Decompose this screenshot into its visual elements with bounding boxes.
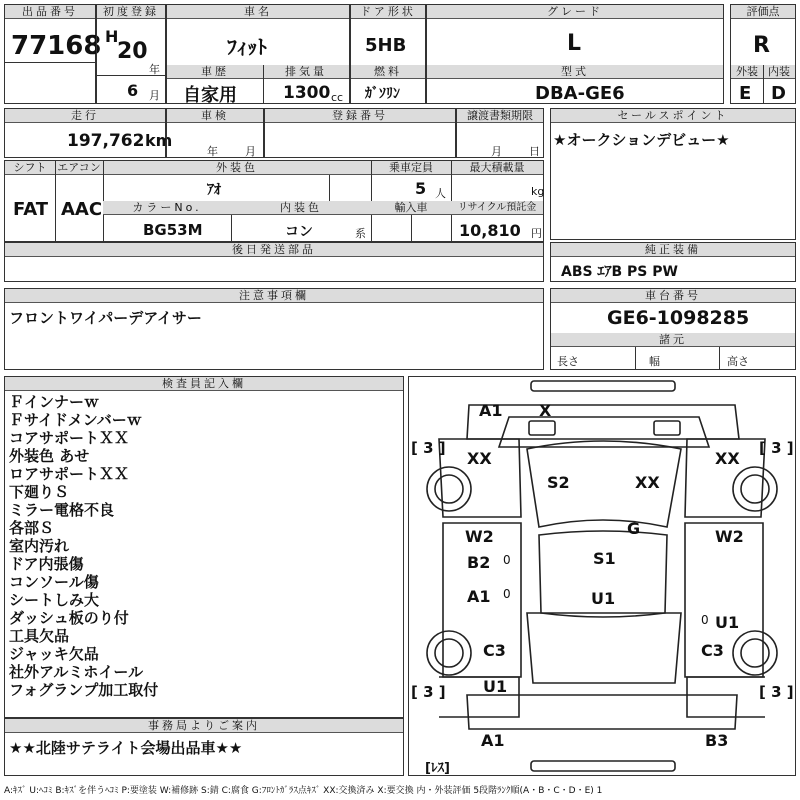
transfer-box [456, 108, 544, 158]
int-color: コン [285, 224, 313, 240]
damage-mark: XX [635, 473, 660, 492]
transfer-day: 日 [529, 145, 540, 158]
bracket-label: [ 3 ] [759, 683, 794, 701]
damage-mark: S2 [547, 473, 570, 492]
inspector-note: 室内汚れ [9, 537, 70, 555]
displacement-label: 排気量 [263, 65, 349, 79]
inspection-box [166, 108, 264, 158]
ext-label: 外装 [731, 65, 763, 79]
recycle-label: リサイクル預託金 [451, 201, 543, 215]
later-parts-box [4, 242, 544, 282]
inspector-note: 社外アルミホイール [9, 663, 144, 681]
capacity-label: 乗車定員 [371, 161, 451, 175]
inspector-note: コンソール傷 [9, 573, 99, 591]
door-box [350, 4, 426, 104]
model: DBA-GE6 [535, 83, 625, 104]
score: R [753, 33, 770, 58]
damage-mark: S1 [593, 549, 616, 568]
year-unit: 年 [149, 63, 160, 76]
damage-mark: A1 [481, 731, 505, 750]
inspector-note: Ｆサイドメンバーｗ [9, 411, 142, 429]
first-reg-label: 初度登録 [97, 5, 165, 19]
damage-mark: B3 [705, 731, 729, 750]
recycle: 10,810 [459, 221, 521, 240]
mileage: 197,762 [67, 131, 145, 151]
capacity: 5 [415, 179, 427, 198]
spec-label: 諸元 [551, 333, 795, 347]
damage-mark: C3 [701, 641, 724, 660]
inspector-note: ダッシュ板のり付 [9, 609, 129, 627]
int-color-unit: 系 [355, 227, 366, 240]
car-outline [409, 377, 795, 775]
height-label: 高さ [727, 355, 749, 368]
door-label: ドア形状 [351, 5, 425, 19]
color-no-label: カラーNo. [103, 201, 231, 215]
lot-number: 77168 [11, 31, 102, 61]
model-label: 型式 [427, 65, 723, 79]
mileage-label: 走行 [5, 109, 165, 123]
lot-label: 出品番号 [5, 5, 95, 19]
era: H [105, 27, 119, 46]
inspector-note: 工具欠品 [9, 627, 70, 645]
int-label: 内装 [763, 65, 795, 79]
damage-mark: W2 [715, 527, 744, 546]
grade-label: グレード [427, 5, 723, 19]
shift: FAT [13, 199, 49, 220]
damage-mark: W2 [465, 527, 494, 546]
year: 20 [117, 39, 148, 64]
office-note: ★★北陸サテライト会場出品車★★ [9, 739, 243, 757]
transfer-label: 譲渡書類期限 [457, 109, 543, 123]
less-label: [ﾚｽ] [425, 761, 450, 776]
car-name: ﾌｨｯﾄ [227, 35, 267, 59]
inspector-note: 下廻りＳ [9, 483, 70, 501]
int-color-label: 内装色 [231, 201, 371, 215]
equipment-label: 純正装備 [551, 243, 795, 257]
score-label: 評価点 [731, 5, 795, 19]
load-unit: kg [531, 185, 545, 198]
spec-grid-box [4, 160, 544, 242]
fuel: ｶﾞｿﾘﾝ [365, 86, 400, 102]
equipment-box [550, 242, 796, 282]
mileage-unit: km [145, 131, 173, 150]
lot-box [4, 4, 102, 104]
damage-mark: U1 [483, 677, 508, 696]
inspector-label: 検査員記入欄 [5, 377, 403, 391]
damage-mark: U1 [591, 589, 616, 608]
inspector-note: 各部Ｓ [9, 519, 55, 537]
bracket-label: [ 3 ] [411, 683, 446, 701]
damage-mark: G [627, 519, 641, 538]
sales-label: セールスポイント [551, 109, 795, 123]
inspector-box [4, 376, 404, 718]
inspector-note: ミラー電格不良 [9, 501, 115, 519]
inspector-note: フォグランプ加工取付 [9, 681, 159, 699]
ext-score: E [739, 83, 752, 104]
caution-box [4, 288, 544, 370]
ac: AAC [61, 199, 103, 220]
inspector-note: シートしみ大 [9, 591, 100, 609]
mileage-box [4, 108, 173, 158]
reg-no-label: 登録番号 [265, 109, 455, 123]
bracket-label: [ 3 ] [759, 439, 794, 457]
inspector-note: コアサポートＸＸ [9, 429, 130, 447]
chassis-box [550, 288, 796, 370]
first-reg-box [96, 4, 166, 104]
zero-mark: 0 [701, 613, 709, 627]
inspection-year: 年 [207, 145, 218, 158]
load-label: 最大積載量 [451, 161, 543, 175]
recycle-unit: 円 [531, 227, 542, 240]
month-unit: 月 [149, 89, 160, 102]
chassis-number: GE6-1098285 [607, 307, 750, 329]
damage-mark: X [539, 401, 552, 420]
transfer-month: 月 [491, 145, 502, 158]
inspector-note: ドア内張傷 [9, 555, 84, 573]
inspector-note: Ｆインナーｗ [9, 393, 100, 411]
later-parts-label: 後日発送部品 [5, 243, 543, 257]
month: 6 [127, 81, 139, 100]
inspector-note: ロアサポートＸＸ [9, 465, 130, 483]
shift-label: シフト [5, 161, 55, 175]
color: ｱｵ [207, 182, 221, 198]
color-no: BG53M [143, 221, 203, 239]
displacement-unit: cc [331, 91, 344, 104]
office-box [4, 718, 404, 776]
damage-mark: A1 [479, 401, 503, 420]
displacement: 1300 [283, 83, 331, 103]
caution-label: 注意事項欄 [5, 289, 543, 303]
damage-mark: U1 [715, 613, 740, 632]
score-box [730, 4, 796, 104]
capacity-unit: 人 [435, 187, 446, 200]
sales-text: ★オークションデビュー★ [553, 131, 730, 149]
car-diagram [408, 376, 796, 776]
damage-mark: C3 [483, 641, 506, 660]
history: 自家用 [183, 85, 237, 106]
bracket-label: [ 3 ] [411, 439, 446, 457]
damage-mark: XX [715, 449, 740, 468]
color-label: 外装色 [103, 161, 371, 175]
import-label: 輸入車 [371, 201, 451, 215]
caution-text: フロントワイパーデアイサー [9, 309, 202, 327]
inspection-label: 車検 [167, 109, 263, 123]
car-name-box [166, 4, 350, 104]
car-name-label: 車名 [167, 5, 349, 19]
inspector-note: ジャッキ欠品 [9, 645, 99, 663]
damage-mark: XX [467, 449, 492, 468]
inspector-note: 外装色 あせ [9, 447, 90, 465]
inspection-month: 月 [245, 145, 256, 158]
zero-mark: 0 [503, 587, 511, 601]
equipment: ABS ｴｱB PS PW [561, 264, 678, 280]
grade: L [567, 31, 582, 56]
grade-box [426, 4, 724, 104]
zero-mark: 0 [503, 553, 511, 567]
int-score: D [771, 83, 786, 104]
chassis-label: 車台番号 [551, 289, 795, 303]
length-label: 長さ [557, 355, 579, 368]
sales-box [550, 108, 796, 240]
damage-mark: B2 [467, 553, 491, 572]
legend: A:ｷｽﾞ U:ﾍｺﾐ B:ｷｽﾞを伴うﾍｺﾐ P:要塗装 W:補修跡 S:錆 C:腐食 G:ﾌﾛﾝﾄｶﾞﾗｽ点ｷｽﾞ XX:交換済み X:要交換 内・外装評価 5段階ﾗﾝｸ順(A・B・C・D・E) 1 [4, 786, 603, 796]
door: 5HB [365, 35, 407, 56]
history-label: 車歴 [167, 65, 263, 79]
damage-mark: A1 [467, 587, 491, 606]
office-label: 事務局よりご案内 [5, 719, 403, 733]
width-label: 幅 [649, 355, 660, 368]
reg-no-box [264, 108, 456, 158]
fuel-label: 燃料 [351, 65, 425, 79]
ac-label: エアコン [55, 161, 103, 175]
